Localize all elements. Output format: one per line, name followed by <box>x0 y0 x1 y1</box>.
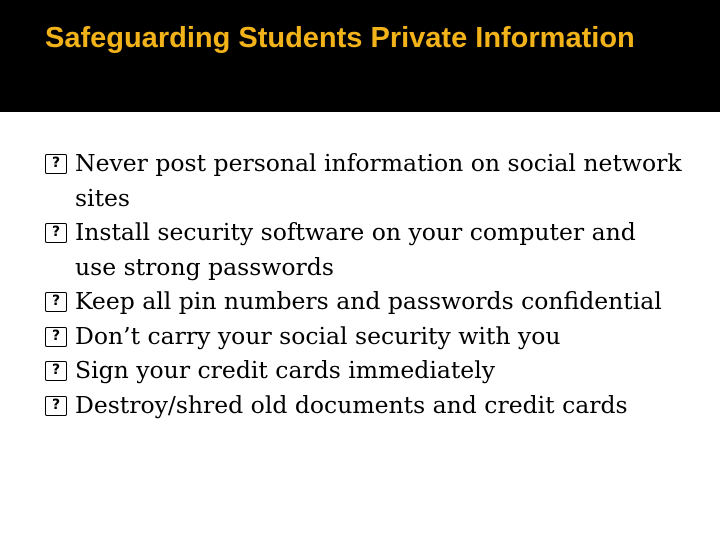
bullet-text: Don’t carry your social security with you <box>75 321 561 350</box>
bullet-item <box>43 319 683 354</box>
bullet-text: Install security software on your computer and use strong passwords <box>75 218 636 281</box>
missing-glyph-box-icon: ? <box>45 361 67 381</box>
bullet-item <box>43 215 683 284</box>
missing-glyph-box-icon: ? <box>45 396 67 416</box>
bullet-text: Keep all pin numbers and passwords confidential <box>75 287 662 315</box>
bullet-text: Sign your credit cards immediately <box>75 356 495 384</box>
missing-glyph-box-icon: ? <box>45 292 67 312</box>
missing-glyph-box-icon: ? <box>45 154 67 174</box>
bullet-text: Destroy/shred old documents and credit cards <box>75 390 628 419</box>
title-bar <box>0 0 720 112</box>
bullet-item <box>43 388 683 423</box>
bullet-item <box>43 284 683 319</box>
bullet-list <box>43 146 683 422</box>
missing-glyph-box-icon: ? <box>45 223 67 243</box>
missing-glyph-box-icon: ? <box>45 327 67 347</box>
bullet-text: Never post personal information on social network sites <box>75 149 682 212</box>
slide-title: Safeguarding Students Private Information <box>45 22 635 54</box>
bullet-item <box>43 353 683 388</box>
bullet-item <box>43 146 683 215</box>
